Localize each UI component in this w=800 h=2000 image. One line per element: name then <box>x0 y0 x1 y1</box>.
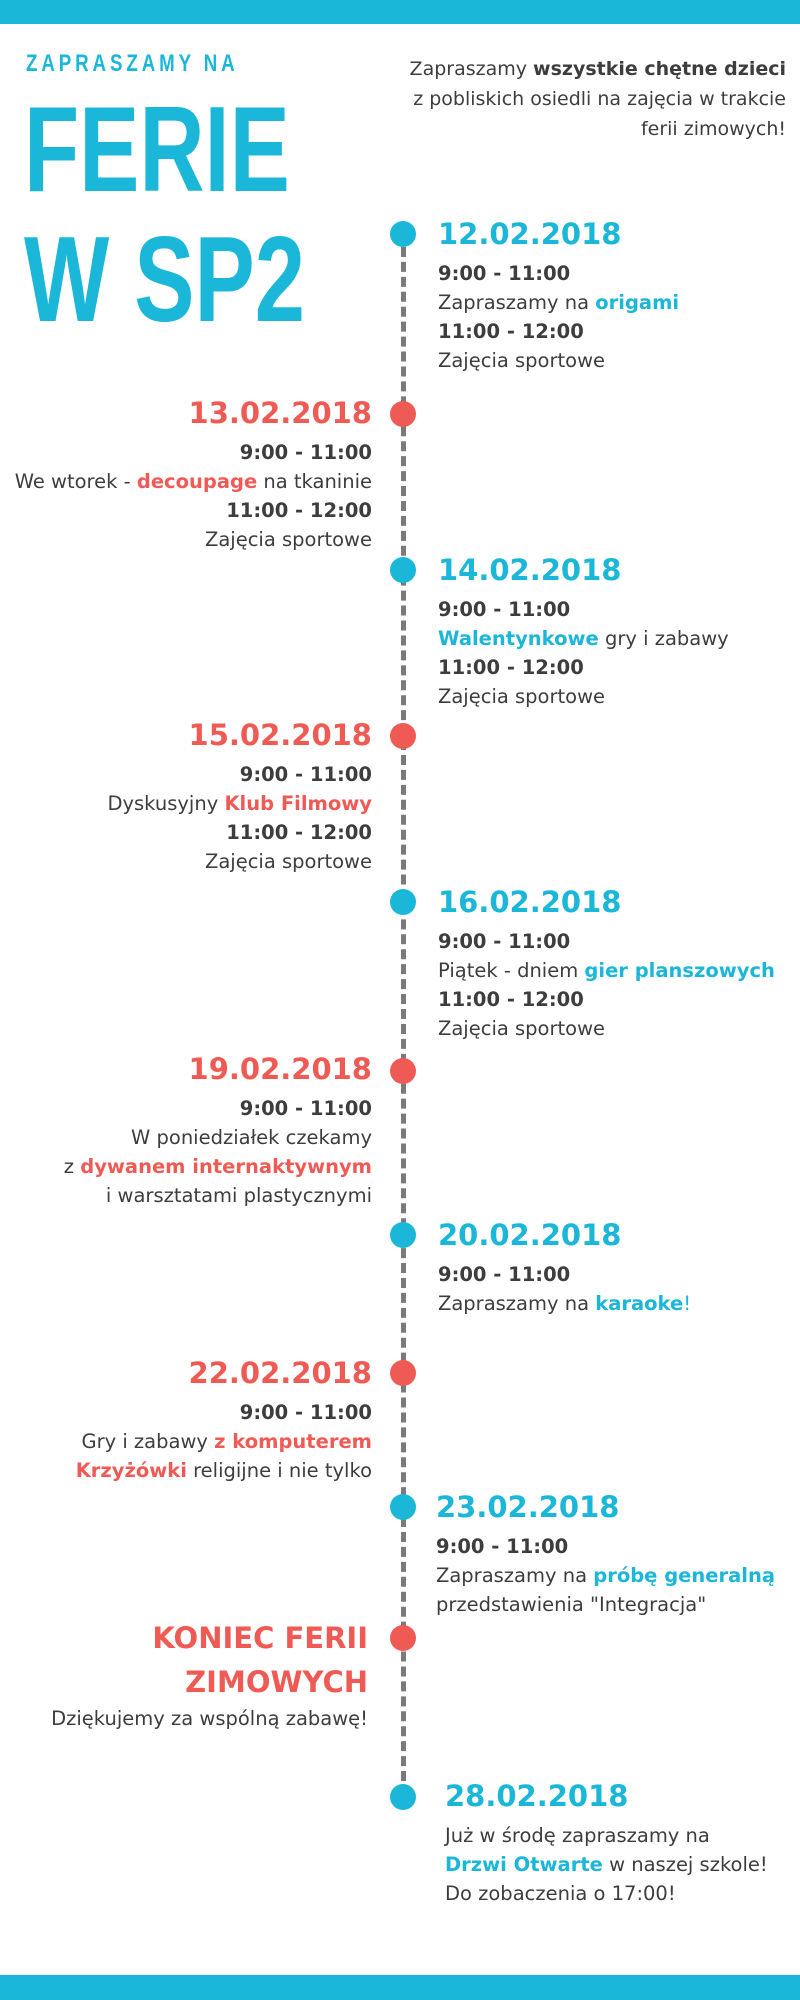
event-time: 11:00 - 12:00 <box>438 320 584 343</box>
timeline-dot <box>390 1494 416 1520</box>
event-time: 9:00 - 11:00 <box>438 598 571 621</box>
timeline-dot <box>390 1784 416 1810</box>
event-date: 16.02.2018 <box>438 885 622 919</box>
event-date: 22.02.2018 <box>188 1356 372 1390</box>
event-desc: przedstawienia "Integracja" <box>436 1593 707 1616</box>
event-time: 9:00 - 11:00 <box>438 262 571 285</box>
intro-text <box>346 54 786 144</box>
event-highlight: gier planszowych <box>584 959 775 982</box>
event-23-02 <box>436 1487 800 1619</box>
event-desc: i warsztatami plastycznymi <box>105 1184 372 1207</box>
event-time: 11:00 - 12:00 <box>226 821 372 844</box>
title-line-1: FERIE <box>24 81 290 217</box>
intro-pre: Zapraszamy <box>409 58 534 80</box>
timeline-dot <box>390 889 416 915</box>
event-desc: Zapraszamy na karaoke! <box>438 1292 692 1315</box>
event-time: 9:00 - 11:00 <box>239 1401 372 1424</box>
event-15-02 <box>2 715 372 876</box>
event-19-02 <box>2 1049 372 1210</box>
event-date: 13.02.2018 <box>188 396 372 430</box>
kicker-text: ZAPRASZAMY NA <box>26 50 239 77</box>
timeline-dot <box>390 401 416 427</box>
event-highlight: Klub Filmowy <box>224 792 372 815</box>
event-time: 9:00 - 11:00 <box>438 930 571 953</box>
event-time: 9:00 - 11:00 <box>239 763 372 786</box>
event-highlight: karaoke <box>595 1292 684 1315</box>
event-highlight: decoupage <box>136 470 258 493</box>
end-title-line-2: ZIMOWYCH <box>185 1665 368 1699</box>
event-highlight: Krzyżówki <box>75 1459 187 1482</box>
end-of-break <box>0 1616 368 1733</box>
event-highlight: próbę generalną <box>593 1564 775 1587</box>
event-desc: Piątek - dniem gier planszowych <box>438 959 775 982</box>
event-14-02 <box>438 550 798 711</box>
event-16-02 <box>438 882 798 1043</box>
top-bar <box>0 0 800 24</box>
event-time: 11:00 - 12:00 <box>226 499 372 522</box>
event-highlight: dywanem internaktywnym <box>80 1155 372 1178</box>
intro-bold: wszystkie chętne dzieci <box>533 58 786 80</box>
event-desc: W poniedziałek czekamy <box>131 1126 372 1149</box>
event-desc: Zajęcia sportowe <box>438 685 606 708</box>
event-desc: Do zobaczenia o 17:00! <box>445 1882 676 1905</box>
event-desc: Zapraszamy na próbę generalną <box>436 1564 775 1587</box>
timeline-dot <box>390 221 416 247</box>
event-28-02 <box>445 1776 800 1908</box>
event-highlight: origami <box>595 291 680 314</box>
event-time: 9:00 - 11:00 <box>239 1097 372 1120</box>
event-desc: Gry i zabawy z komputerem <box>81 1430 372 1453</box>
event-22-02 <box>2 1353 372 1485</box>
event-desc: Krzyżówki religijne i nie tylko <box>75 1459 372 1482</box>
event-date: 14.02.2018 <box>438 553 622 587</box>
event-desc: z dywanem internaktywnym <box>63 1155 372 1178</box>
event-date: 19.02.2018 <box>188 1052 372 1086</box>
event-13-02 <box>2 393 372 554</box>
timeline-dot <box>390 1058 416 1084</box>
event-time: 9:00 - 11:00 <box>436 1535 569 1558</box>
event-desc: We wtorek - decoupage na tkaninie <box>14 470 372 493</box>
intro-line-3: ferii zimowych! <box>640 118 786 140</box>
event-date: 23.02.2018 <box>436 1490 620 1524</box>
intro-line-2: z pobliskich osiedli na zajęcia w trakcie <box>413 88 786 110</box>
event-highlight: Walentynkowe <box>438 627 599 650</box>
event-date: 15.02.2018 <box>188 718 372 752</box>
event-desc: Zajęcia sportowe <box>438 1017 606 1040</box>
event-desc: Zapraszamy na origami <box>438 291 680 314</box>
event-desc: Zajęcia sportowe <box>204 850 372 873</box>
event-20-02 <box>438 1215 798 1318</box>
event-highlight: z komputerem <box>214 1430 372 1453</box>
event-desc: Zajęcia sportowe <box>204 528 372 551</box>
timeline-line <box>401 232 406 1796</box>
bottom-bar <box>0 1975 800 2000</box>
event-desc: Zajęcia sportowe <box>438 349 606 372</box>
event-date: 12.02.2018 <box>438 217 622 251</box>
end-thanks: Dziękujemy za wspólną zabawę! <box>51 1707 368 1730</box>
event-desc: Drzwi Otwarte w naszej szkole! <box>445 1853 768 1876</box>
event-date: 20.02.2018 <box>438 1218 622 1252</box>
event-time: 9:00 - 11:00 <box>438 1263 571 1286</box>
event-time: 11:00 - 12:00 <box>438 656 584 679</box>
event-time: 11:00 - 12:00 <box>438 988 584 1011</box>
timeline-dot <box>390 1222 416 1248</box>
title-line-2: W SP2 <box>24 211 305 347</box>
event-time: 9:00 - 11:00 <box>239 441 372 464</box>
timeline-dot <box>390 557 416 583</box>
end-title-line-1: KONIEC FERII <box>152 1621 368 1655</box>
timeline-dot <box>390 1360 416 1386</box>
timeline-dot <box>390 723 416 749</box>
timeline-dot <box>390 1625 416 1651</box>
event-date: 28.02.2018 <box>445 1779 629 1813</box>
event-desc: Już w środę zapraszamy na <box>445 1824 710 1847</box>
event-12-02 <box>438 214 798 375</box>
event-highlight: Drzwi Otwarte <box>445 1853 603 1876</box>
event-desc: Walentynkowe gry i zabawy <box>438 627 729 650</box>
event-desc: Dyskusyjny Klub Filmowy <box>107 792 372 815</box>
